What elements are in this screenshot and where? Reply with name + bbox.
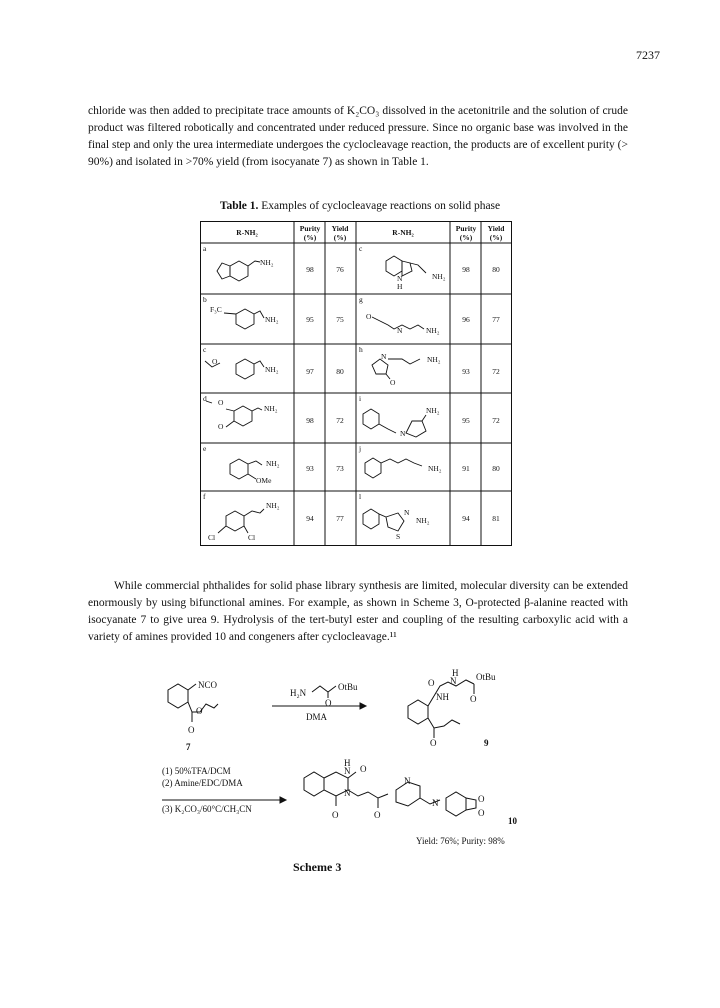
table-1 <box>200 221 512 546</box>
label-n: N <box>344 766 351 776</box>
scheme-3 <box>0 650 720 860</box>
label-otbu: OtBu <box>476 672 496 682</box>
amine-label: NH₂ <box>266 501 280 510</box>
label-o: O <box>325 698 332 708</box>
table-row <box>203 394 500 438</box>
yield-value: 73 <box>336 464 344 473</box>
label-o: O <box>478 808 485 818</box>
amine-label: NH₂ <box>266 459 280 468</box>
step-1: (1) 50%TFA/DCM <box>162 766 231 776</box>
purity-value: 91 <box>462 464 470 473</box>
paragraph-scheme-description: While commercial phthalides for solid phase library synthesis are limited, molecular diversity can be extended enormously by using bifunctional amines. For example, as shown in Scheme 3, O-protected β-alanine reacted with isocyanate 7 to give urea 9. Hydrolysis of the tert-butyl ester and coupling of the resulting carboxylic acid with a variety of amines provided 10 and congeners after cyclocleavage.¹¹ <box>88 580 628 643</box>
purity-value: 95 <box>462 416 470 425</box>
label-n: N <box>404 776 411 786</box>
row-label-left: d <box>203 394 207 403</box>
purity-value: 97 <box>306 367 314 376</box>
yield-value: 80 <box>492 464 500 473</box>
header-yield-unit-left: (%) <box>333 233 347 242</box>
label-o: O <box>428 678 435 688</box>
heteroatom-label: N <box>400 429 406 438</box>
substituent-label: O <box>218 398 224 407</box>
scheme-caption: Scheme 3 <box>293 860 342 874</box>
table-row <box>203 345 500 387</box>
heteroatom-label: N <box>404 508 410 517</box>
header-rnh2-right: R-NH₂ <box>392 228 414 237</box>
label-n: N <box>432 798 439 808</box>
substituent-label: Cl <box>208 533 216 542</box>
label-h: H <box>452 668 459 678</box>
step-3: (3) K₂CO₃/60°C/CH₃CN <box>162 804 252 814</box>
paragraph-intro: chloride was then added to precipitate trace amounts of K₂CO₃ dissolved in the acetonitrile and the solution of crude product was filtered robotically and concentrated under reduced pressure. Since no organic base was involved in the final step and only the urea intermediate undergoes the cyclocleavage reaction, the products are of excellent purity (> 90%) and isolated in >70% yield (from isocyanate 7) as shown in Table 1. <box>88 105 628 168</box>
reagent-h2n: H₂N <box>290 688 307 698</box>
table-caption <box>0 200 720 212</box>
compound-9-label: 9 <box>484 738 489 748</box>
substituent-label: O <box>218 422 224 431</box>
amine-label: NH₂ <box>427 355 441 364</box>
header-yield-unit-right: (%) <box>489 233 503 242</box>
table-row <box>203 295 500 335</box>
purity-value: 93 <box>462 367 470 376</box>
yield-value: 76 <box>336 265 344 274</box>
row-label-right: l <box>359 492 362 501</box>
amine-label: NH₂ <box>426 326 440 335</box>
header-purity-unit-right: (%) <box>459 233 473 242</box>
structure-drawing <box>217 256 426 281</box>
table-caption-text: Examples of cyclocleavage reactions on solid phase <box>258 200 501 212</box>
header-yield-left: Yield <box>331 224 349 233</box>
label-nh: NH <box>436 692 449 702</box>
yield-value: 80 <box>492 265 500 274</box>
row-label-right: i <box>359 394 362 403</box>
substituent-label: F₃C <box>210 305 222 314</box>
compound-7-label: 7 <box>186 742 191 752</box>
header-purity-unit-left: (%) <box>303 233 317 242</box>
label-nco: NCO <box>198 680 218 690</box>
header-purity-right: Purity <box>455 224 477 233</box>
substituent-label: O <box>212 357 218 366</box>
heteroatom-label: N <box>397 274 403 283</box>
substituent-label: Cl <box>248 533 256 542</box>
label-o: O <box>374 810 381 820</box>
header-purity-left: Purity <box>299 224 321 233</box>
label-o: O <box>188 725 195 735</box>
amine-label: NH₂ <box>265 315 279 324</box>
label-o: O <box>430 738 437 748</box>
label-o: O <box>196 706 203 716</box>
yield-value: 81 <box>492 514 500 523</box>
amine-label: NH₂ <box>428 464 442 473</box>
label-n: N <box>344 788 351 798</box>
heteroatom-label: S <box>396 532 401 541</box>
table-caption-label: Table 1. <box>219 200 259 212</box>
purity-value: 98 <box>306 416 314 425</box>
purity-value: 98 <box>306 265 314 274</box>
structure-drawing <box>206 401 426 437</box>
label-o: O <box>360 764 367 774</box>
header-rnh2-left: R-NH₂ <box>236 228 258 237</box>
header-yield-right: Yield <box>487 224 505 233</box>
amine-label: NH₂ <box>264 404 278 413</box>
heteroatom-label: H <box>397 282 403 291</box>
label-h: H <box>344 758 351 768</box>
yield-purity-note: Yield: 76%; Purity: 98% <box>416 836 505 846</box>
row-label-left: b <box>203 295 207 304</box>
yield-value: 72 <box>492 416 500 425</box>
heteroatom-label: O <box>366 312 372 321</box>
yield-value: 75 <box>336 315 344 324</box>
compound-10-label: 10 <box>508 816 517 826</box>
purity-value: 93 <box>306 464 314 473</box>
row-label-right: g <box>359 295 363 304</box>
row-label-right: c <box>359 244 363 253</box>
label-o: O <box>470 694 477 704</box>
row-label-left: f <box>203 492 206 501</box>
purity-value: 98 <box>462 265 470 274</box>
amine-label: NH₂ <box>426 406 440 415</box>
label-o: O <box>478 794 485 804</box>
row-label-right: j <box>359 444 362 453</box>
step-2: (2) Amine/EDC/DMA <box>162 778 243 788</box>
structure-drawing <box>224 309 424 329</box>
yield-value: 80 <box>336 367 344 376</box>
purity-value: 94 <box>306 514 314 523</box>
label-o: O <box>332 810 339 820</box>
row-label-left: c <box>203 345 207 354</box>
amine-label: NH₂ <box>416 516 430 525</box>
reagent-dma: DMA <box>306 712 328 722</box>
substituent-label: OMe <box>256 476 272 485</box>
row-label-left: e <box>203 444 207 453</box>
label-n: N <box>450 676 457 686</box>
amine-label: NH₂ <box>432 272 446 281</box>
amine-label: NH₂ <box>260 258 274 267</box>
reagent-otbu: OtBu <box>338 682 358 692</box>
purity-value: 94 <box>462 514 470 523</box>
yield-value: 77 <box>492 315 500 324</box>
page-number: 7237 <box>636 48 660 62</box>
yield-value: 77 <box>336 514 344 523</box>
purity-value: 96 <box>462 315 470 324</box>
row-label-right: h <box>359 345 363 354</box>
heteroatom-label: O <box>390 378 396 387</box>
heteroatom-label: N <box>381 352 387 361</box>
yield-value: 72 <box>336 416 344 425</box>
row-label-left: a <box>203 244 207 253</box>
yield-value: 72 <box>492 367 500 376</box>
heteroatom-label: N <box>397 326 403 335</box>
table-row <box>203 492 500 542</box>
purity-value: 95 <box>306 315 314 324</box>
amine-label: NH₂ <box>265 365 279 374</box>
